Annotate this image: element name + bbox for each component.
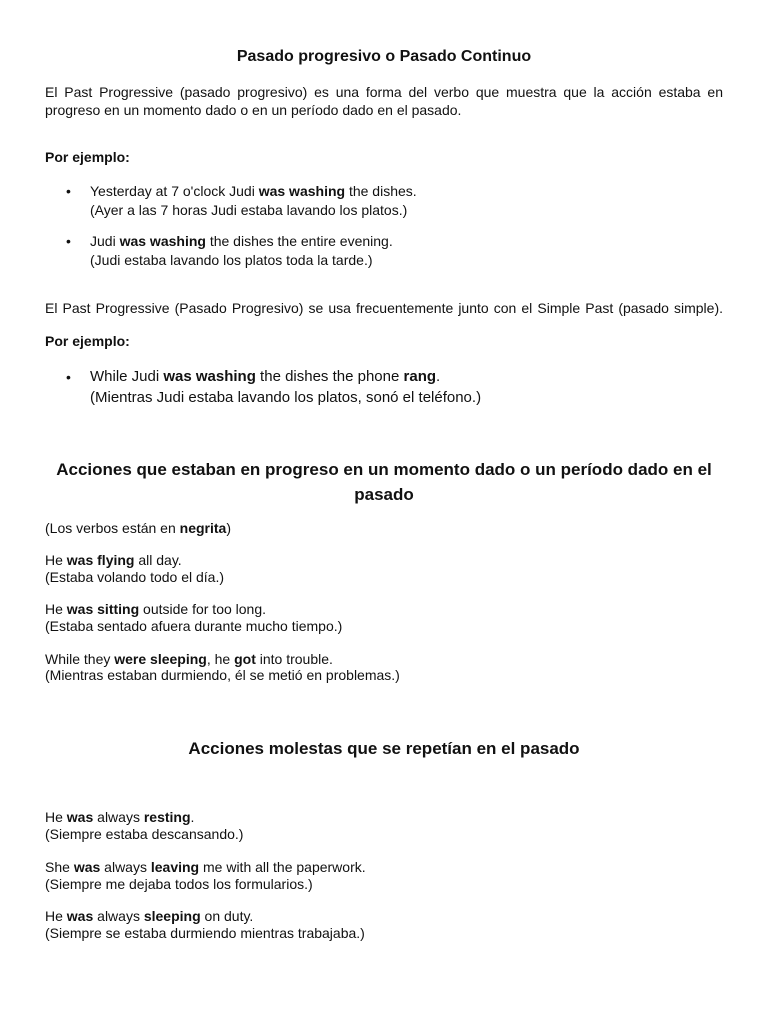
example-sentence: While they were sleeping, he got into trouble. [45,651,333,667]
example-sentence: He was always resting. [45,809,195,825]
usage-paragraph: El Past Progressive (Pasado Progresivo) se usa frecuentemente junto con el Simple Past (pasado simple). [45,300,723,316]
example-sentence: He was always sleeping on duty. [45,908,254,924]
example-translation: (Ayer a las 7 horas Judi estaba lavando los platos.) [90,202,408,218]
example-label: Por ejemplo: [45,333,130,349]
example-sentence: Judi was washing the dishes the entire evening. [90,233,393,249]
example-translation: (Mientras Judi estaba lavando los platos, sonó el teléfono.) [90,389,482,406]
example-sentence: While Judi was washing the dishes the phone rang. [90,368,441,385]
example-translation: (Siempre se estaba durmiendo mientras trabajaba.) [45,925,365,941]
intro-paragraph: El Past Progressive (pasado progresivo) es una forma del verbo que muestra que la acción estaba en progreso en un momento dado o en un período dado en el pasado. [45,84,723,118]
section-heading: Acciones que estaban en progreso en un momento dado o un período dado en el pasado [56,460,712,504]
example-sentence: He was flying all day. [45,552,182,568]
example-translation: (Estaba sentado afuera durante mucho tiempo.) [45,618,343,634]
example-sentence: She was always leaving me with all the paperwork. [45,859,366,875]
example-label: Por ejemplo: [45,149,130,165]
bullet-marker: • [66,183,71,199]
example-translation: (Siempre estaba descansando.) [45,826,244,842]
example-sentence: He was sitting outside for too long. [45,601,267,617]
bullet-marker: • [66,369,71,385]
section-heading: Acciones molestas que se repetían en el pasado [188,739,580,758]
bullet-marker: • [66,233,71,249]
example-translation: (Estaba volando todo el día.) [45,569,225,585]
example-translation: (Judi estaba lavando los platos toda la tarde.) [90,252,373,268]
example-sentence: Yesterday at 7 o'clock Judi was washing the dishes. [90,183,417,199]
page-title: Pasado progresivo o Pasado Continuo [236,48,532,65]
note-text: (Los verbos están en negrita) [45,520,231,536]
example-translation: (Siempre me dejaba todos los formularios.) [45,876,313,892]
example-translation: (Mientras estaban durmiendo, él se metió en problemas.) [45,667,400,683]
